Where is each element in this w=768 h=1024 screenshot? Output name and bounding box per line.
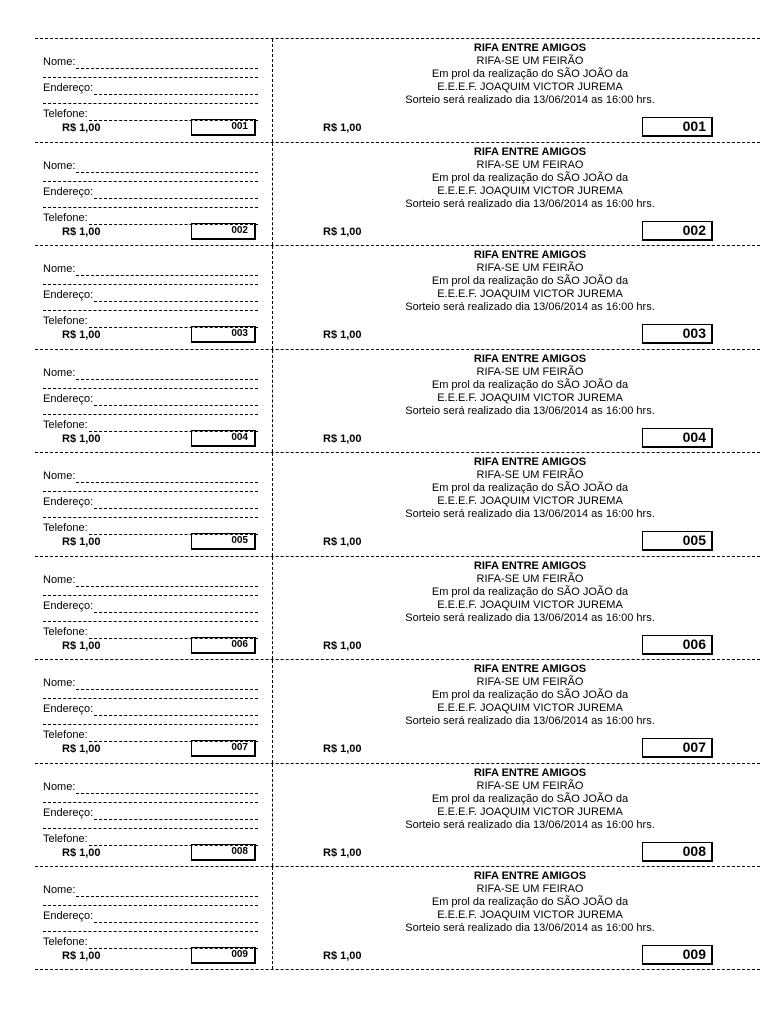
name-field[interactable]: [43, 263, 258, 276]
phone-label: Telefone:: [43, 522, 88, 534]
stub-ticket-number: 004: [191, 430, 256, 447]
ticket-school: E.E.E.F. JOAQUIM VICTOR JUREMA: [437, 184, 623, 197]
name-field[interactable]: [43, 56, 258, 69]
name-label: Nome:: [43, 884, 76, 896]
raffle-ticket: [35, 866, 760, 970]
stub-ticket-number: 002: [191, 223, 256, 240]
dashed-separator: [43, 905, 258, 906]
stub-ticket-number: 006: [191, 637, 256, 654]
dashed-separator: [43, 724, 258, 725]
ticket-text: [274, 870, 760, 935]
ticket-title: RIFA ENTRE AMIGOS: [473, 559, 587, 572]
ticket-main: [274, 557, 760, 660]
ticket-cause: Em prol da realização do SÃO JOÃO da: [431, 689, 629, 701]
stub-price: R$ 1,00: [62, 639, 101, 652]
name-label: Nome:: [43, 56, 76, 68]
phone-label: Telefone:: [43, 729, 88, 741]
address-label: Endereço:: [43, 82, 94, 94]
phone-label: Telefone:: [43, 211, 88, 224]
dashed-separator: [43, 828, 258, 829]
dashed-separator: [43, 698, 258, 699]
name-label: Nome:: [43, 366, 76, 379]
name-label: Nome:: [43, 470, 76, 482]
address-fill-line: [94, 293, 258, 302]
ticket-text: [274, 353, 760, 418]
ticket-number: 005: [642, 531, 713, 551]
ticket-number: 008: [642, 842, 713, 862]
ticket-price: R$ 1,00: [323, 122, 362, 134]
address-field[interactable]: [43, 807, 258, 820]
phone-label: Telefone:: [43, 936, 88, 948]
name-field[interactable]: [43, 367, 258, 380]
name-field[interactable]: [43, 160, 258, 173]
ticket-draw-date: Sorteio será realizado dia 13/06/2014 as 16:00 hrs.: [405, 922, 655, 934]
raffle-ticket: [35, 452, 760, 556]
ticket-draw-date: Sorteio será realizado dia 13/06/2014 as 16:00 hrs.: [405, 94, 655, 106]
ticket-prize: RIFA-SE UM FEIRÃO: [476, 779, 584, 792]
address-field[interactable]: [43, 186, 258, 199]
stub-ticket-number: 003: [191, 326, 256, 343]
ticket-cause: Em prol da realização do SÃO JOÃO da: [431, 585, 629, 598]
ticket-stub: [35, 350, 273, 453]
ticket-prize: RIFA-SE UM FEIRÃO: [476, 262, 584, 274]
ticket-number: 001: [642, 117, 713, 137]
name-field[interactable]: [43, 884, 258, 897]
ticket-number: 006: [642, 635, 713, 655]
dashed-separator: [43, 388, 258, 389]
ticket-number: 003: [642, 324, 713, 344]
ticket-title: RIFA ENTRE AMIGOS: [473, 145, 587, 158]
ticket-cause: Em prol da realização do SÃO JOÃO da: [431, 68, 629, 80]
name-fill-line: [76, 164, 258, 173]
ticket-main: [274, 350, 760, 453]
address-fill-line: [94, 914, 258, 923]
stub-price: R$ 1,00: [62, 329, 101, 341]
ticket-number: 007: [642, 738, 713, 758]
ticket-school: E.E.E.F. JOAQUIM VICTOR JUREMA: [437, 391, 623, 404]
raffle-ticket: [35, 349, 760, 453]
ticket-title: RIFA ENTRE AMIGOS: [473, 42, 587, 54]
phone-label: Telefone:: [43, 315, 88, 327]
ticket-prize: RIFA-SE UM FEIRAO: [476, 158, 584, 171]
ticket-school: E.E.E.F. JOAQUIM VICTOR JUREMA: [437, 598, 623, 611]
ticket-text: [274, 663, 760, 728]
stub-price: R$ 1,00: [62, 536, 101, 548]
ticket-text: [274, 767, 760, 832]
dashed-separator: [43, 802, 258, 803]
name-label: Nome:: [43, 780, 76, 793]
ticket-stub: [35, 660, 273, 763]
name-fill-line: [76, 681, 258, 690]
ticket-number: 009: [642, 945, 713, 965]
stub-ticket-number: 009: [191, 947, 256, 964]
ticket-stub: [35, 557, 273, 660]
address-field[interactable]: [43, 496, 258, 509]
ticket-main: [274, 453, 760, 556]
name-field[interactable]: [43, 470, 258, 483]
phone-label: Telefone:: [43, 832, 88, 845]
address-fill-line: [94, 604, 258, 613]
stub-ticket-number: 005: [191, 533, 256, 550]
stub-ticket-number: 001: [191, 119, 256, 136]
dashed-separator: [43, 595, 258, 596]
ticket-draw-date: Sorteio será realizado dia 13/06/2014 as 16:00 hrs.: [405, 611, 655, 624]
raffle-ticket: [35, 659, 760, 763]
ticket-price: R$ 1,00: [323, 536, 362, 548]
address-field[interactable]: [43, 289, 258, 302]
ticket-title: RIFA ENTRE AMIGOS: [473, 766, 587, 779]
ticket-main: [274, 764, 760, 867]
address-field[interactable]: [43, 82, 258, 95]
ticket-stub: [35, 867, 273, 969]
name-label: Nome:: [43, 159, 76, 172]
dashed-separator: [43, 414, 258, 415]
dashed-separator: [43, 621, 258, 622]
phone-label: Telefone:: [43, 108, 88, 120]
ticket-stub: [35, 246, 273, 349]
phone-label: Telefone:: [43, 625, 88, 638]
address-label: Endereço:: [43, 910, 94, 922]
ticket-cause: Em prol da realização do SÃO JOÃO da: [431, 792, 629, 805]
dashed-separator: [43, 517, 258, 518]
address-label: Endereço:: [43, 806, 94, 819]
ticket-number: 002: [642, 221, 713, 241]
ticket-school: E.E.E.F. JOAQUIM VICTOR JUREMA: [437, 81, 623, 93]
address-label: Endereço:: [43, 289, 94, 301]
ticket-text: [274, 146, 760, 211]
name-fill-line: [76, 267, 258, 276]
stub-ticket-number: 007: [191, 740, 256, 757]
raffle-ticket: [35, 245, 760, 349]
name-field[interactable]: [43, 781, 258, 794]
address-field[interactable]: [43, 393, 258, 406]
address-fill-line: [94, 190, 258, 199]
ticket-price: R$ 1,00: [323, 225, 362, 238]
ticket-stub: [35, 143, 273, 246]
ticket-school: E.E.E.F. JOAQUIM VICTOR JUREMA: [437, 805, 623, 818]
ticket-cause: Em prol da realização do SÃO JOÃO da: [431, 171, 629, 184]
ticket-text: [274, 42, 760, 107]
name-field[interactable]: [43, 574, 258, 587]
dashed-separator: [43, 284, 258, 285]
raffle-sheet: [35, 38, 760, 970]
ticket-main: [274, 660, 760, 763]
ticket-draw-date: Sorteio será realizado dia 13/06/2014 as 16:00 hrs.: [405, 508, 655, 520]
stub-price: R$ 1,00: [62, 122, 101, 134]
dashed-separator: [43, 103, 258, 104]
ticket-main: [274, 246, 760, 349]
stub-price: R$ 1,00: [62, 432, 101, 445]
name-fill-line: [76, 474, 258, 483]
dashed-separator: [43, 491, 258, 492]
name-label: Nome:: [43, 573, 76, 586]
stub-price: R$ 1,00: [62, 846, 101, 859]
ticket-prize: RIFA-SE UM FEIRÃO: [476, 572, 584, 585]
ticket-stub: [35, 39, 273, 142]
raffle-ticket: [35, 142, 760, 246]
ticket-title: RIFA ENTRE AMIGOS: [473, 352, 587, 365]
ticket-draw-date: Sorteio será realizado dia 13/06/2014 as 16:00 hrs.: [405, 818, 655, 831]
ticket-price: R$ 1,00: [323, 432, 362, 445]
raffle-ticket: [35, 556, 760, 660]
name-fill-line: [76, 888, 258, 897]
address-field[interactable]: [43, 703, 258, 716]
ticket-price: R$ 1,00: [323, 846, 362, 859]
ticket-text: [274, 249, 760, 314]
ticket-cause: Em prol da realização do SÃO JOÃO da: [431, 378, 629, 391]
name-fill-line: [76, 60, 258, 69]
address-label: Endereço:: [43, 496, 94, 508]
address-label: Endereço:: [43, 703, 94, 715]
ticket-prize: RIFA-SE UM FEIRÃO: [476, 469, 584, 481]
ticket-text: [274, 456, 760, 521]
ticket-main: [274, 39, 760, 142]
ticket-main: [274, 143, 760, 246]
address-fill-line: [94, 707, 258, 716]
ticket-main: [274, 867, 760, 969]
stub-price: R$ 1,00: [62, 225, 101, 238]
address-label: Endereço:: [43, 599, 94, 612]
ticket-prize: RIFA-SE UM FEIRÃO: [476, 55, 584, 67]
ticket-text: [274, 560, 760, 625]
name-field[interactable]: [43, 677, 258, 690]
ticket-cause: Em prol da realização do SÃO JOÃO da: [431, 482, 629, 494]
ticket-school: E.E.E.F. JOAQUIM VICTOR JUREMA: [437, 702, 623, 714]
address-label: Endereço:: [43, 185, 94, 198]
dashed-separator: [43, 207, 258, 208]
stub-ticket-number: 008: [191, 844, 256, 861]
ticket-prize: RIFA-SE UM FEIRAO: [476, 883, 584, 895]
raffle-ticket: [35, 763, 760, 867]
name-fill-line: [76, 785, 258, 794]
ticket-number: 004: [642, 428, 713, 448]
address-field[interactable]: [43, 600, 258, 613]
ticket-stub: [35, 453, 273, 556]
stub-price: R$ 1,00: [62, 950, 101, 962]
dashed-separator: [43, 77, 258, 78]
dashed-separator: [43, 181, 258, 182]
address-fill-line: [94, 397, 258, 406]
stub-price: R$ 1,00: [62, 743, 101, 755]
ticket-draw-date: Sorteio será realizado dia 13/06/2014 as 16:00 hrs.: [405, 715, 655, 727]
ticket-title: RIFA ENTRE AMIGOS: [473, 249, 587, 261]
ticket-cause: Em prol da realização do SÃO JOÃO da: [431, 896, 629, 908]
ticket-title: RIFA ENTRE AMIGOS: [473, 663, 587, 675]
ticket-school: E.E.E.F. JOAQUIM VICTOR JUREMA: [437, 288, 623, 300]
dashed-separator: [43, 931, 258, 932]
name-label: Nome:: [43, 263, 76, 275]
ticket-school: E.E.E.F. JOAQUIM VICTOR JUREMA: [437, 909, 623, 921]
ticket-cause: Em prol da realização do SÃO JOÃO da: [431, 275, 629, 287]
ticket-price: R$ 1,00: [323, 950, 362, 962]
dashed-separator: [43, 310, 258, 311]
ticket-price: R$ 1,00: [323, 329, 362, 341]
address-field[interactable]: [43, 910, 258, 923]
ticket-price: R$ 1,00: [323, 743, 362, 755]
ticket-title: RIFA ENTRE AMIGOS: [473, 870, 587, 882]
ticket-draw-date: Sorteio será realizado dia 13/06/2014 as 16:00 hrs.: [405, 197, 655, 210]
ticket-school: E.E.E.F. JOAQUIM VICTOR JUREMA: [437, 495, 623, 507]
raffle-ticket: [35, 38, 760, 142]
phone-label: Telefone:: [43, 418, 88, 431]
ticket-draw-date: Sorteio será realizado dia 13/06/2014 as 16:00 hrs.: [405, 301, 655, 313]
name-fill-line: [76, 371, 258, 380]
ticket-prize: RIFA-SE UM FEIRÃO: [476, 676, 584, 688]
ticket-draw-date: Sorteio será realizado dia 13/06/2014 as 16:00 hrs.: [405, 404, 655, 417]
ticket-stub: [35, 764, 273, 867]
ticket-prize: RIFA-SE UM FEIRÃO: [476, 365, 584, 378]
name-label: Nome:: [43, 677, 76, 689]
name-fill-line: [76, 578, 258, 587]
address-fill-line: [94, 86, 258, 95]
address-fill-line: [94, 500, 258, 509]
ticket-price: R$ 1,00: [323, 639, 362, 652]
ticket-title: RIFA ENTRE AMIGOS: [473, 456, 587, 468]
address-label: Endereço:: [43, 392, 94, 405]
address-fill-line: [94, 811, 258, 820]
